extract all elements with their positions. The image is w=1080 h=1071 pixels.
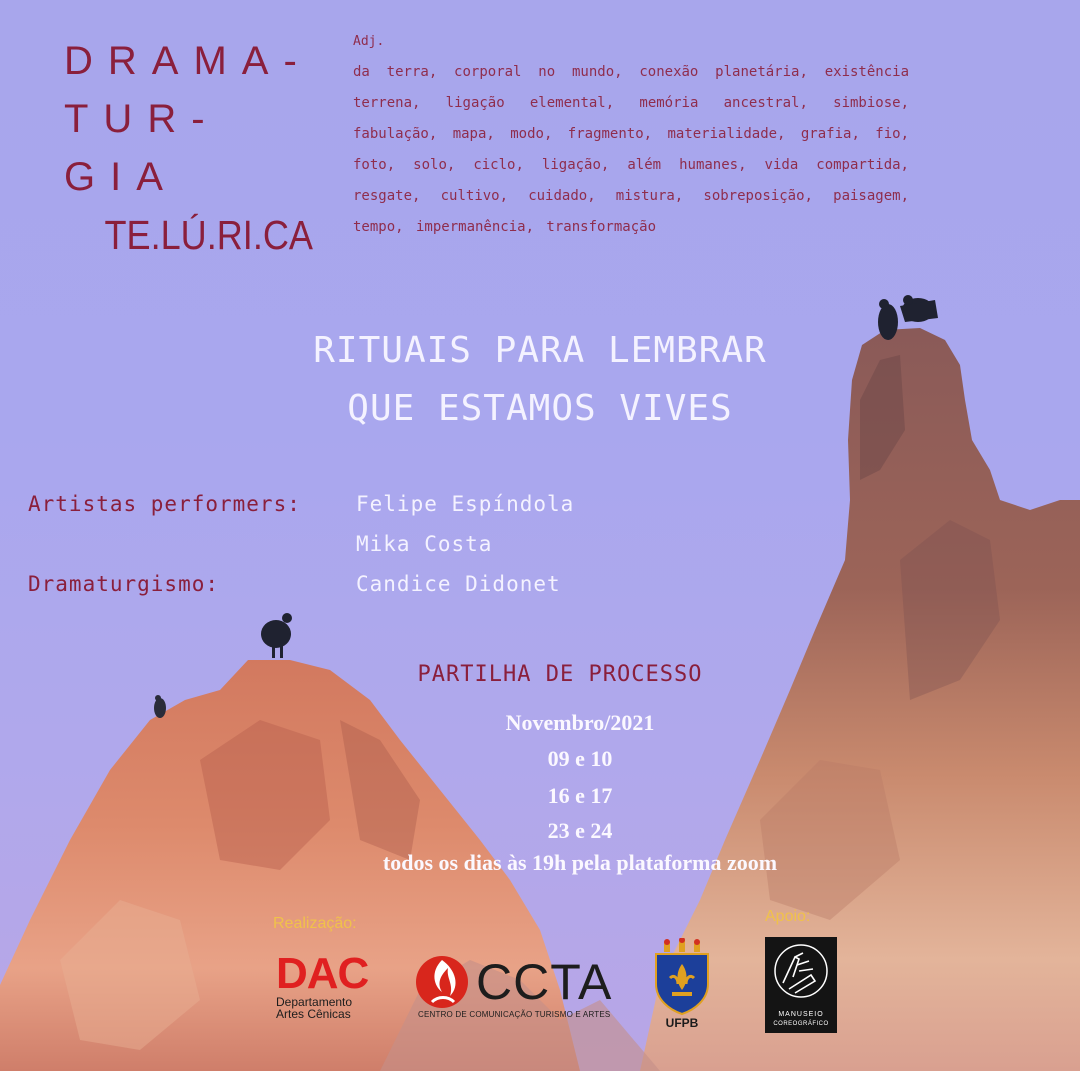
dac-line-1: Departamento (276, 995, 353, 1009)
definition-adj: Adj. (353, 34, 385, 49)
title-line-3: GIA (64, 155, 178, 199)
event-dates: 23 e 24 (547, 818, 613, 843)
ccta-logo (412, 950, 630, 1026)
event-dates: 09 e 10 (547, 746, 613, 771)
vulture-left-rock (261, 613, 292, 658)
slogan (200, 322, 880, 438)
realizacao-label: Realização: (273, 915, 357, 932)
title-line-1: DRAMA- (64, 39, 312, 83)
dramaturgista-name: Candice Didonet (356, 572, 561, 596)
slogan-line-2: QUE ESTAMOS VIVES (347, 388, 733, 429)
ufpb-crest-icon (650, 938, 714, 1018)
slogan-line-1: RITUAIS PARA LEMBRAR (313, 330, 767, 371)
definition-text: da terra, corporal no mundo, conexão planetária, existência terrena, ligação elemental, memória ancestral, simbiose, fabulação, mapa, modo, fragmento, materialidade, grafia, fio, foto, solo, ciclo, ligação, além humanes, vida compartida, resgate, cultivo, cuidado, mistura, sobreposição, paisagem, tempo, impermanência, transformação (353, 64, 909, 235)
title-line-4: TE.LÚ.RI.CA (104, 212, 313, 258)
event-month: Novembro/2021 (505, 710, 655, 735)
event-dates: 16 e 17 (547, 783, 613, 808)
hands-icon (765, 937, 837, 1009)
apoio-label: Apoio: (765, 908, 811, 925)
definition-block (353, 26, 909, 243)
ccta-subtitle: CENTRO DE COMUNICAÇÃO TURISMO E ARTES (418, 1010, 611, 1019)
small-bird (154, 695, 166, 718)
ufpb-logo (650, 938, 714, 1034)
manuseio-line-2: COREOGRÁFICO (773, 1021, 829, 1027)
manuseio-line-1: MANUSEIO (778, 1011, 824, 1018)
dac-line-2: Artes Cênicas (276, 1007, 351, 1021)
ccta-flame-icon (412, 952, 472, 1012)
manuseio-logo (765, 937, 837, 1033)
dramaturgismo-label: Dramaturgismo: (28, 572, 220, 596)
performers-label: Artistas performers: (28, 492, 301, 516)
ccta-letters: CCTA (476, 954, 613, 1010)
event-schedule: todos os dias às 19h pela plataforma zoom (382, 850, 778, 875)
performer-name: Mika Costa (356, 532, 493, 556)
title-line-2: TUR- (64, 97, 220, 141)
ufpb-label: UFPB (665, 1016, 699, 1030)
dac-logo (276, 949, 388, 1024)
dac-letters: DAC (276, 949, 369, 998)
title-block (64, 32, 313, 264)
event-heading: PARTILHA DE PROCESSO (417, 662, 703, 687)
performer-name: Felipe Espíndola (356, 492, 575, 516)
